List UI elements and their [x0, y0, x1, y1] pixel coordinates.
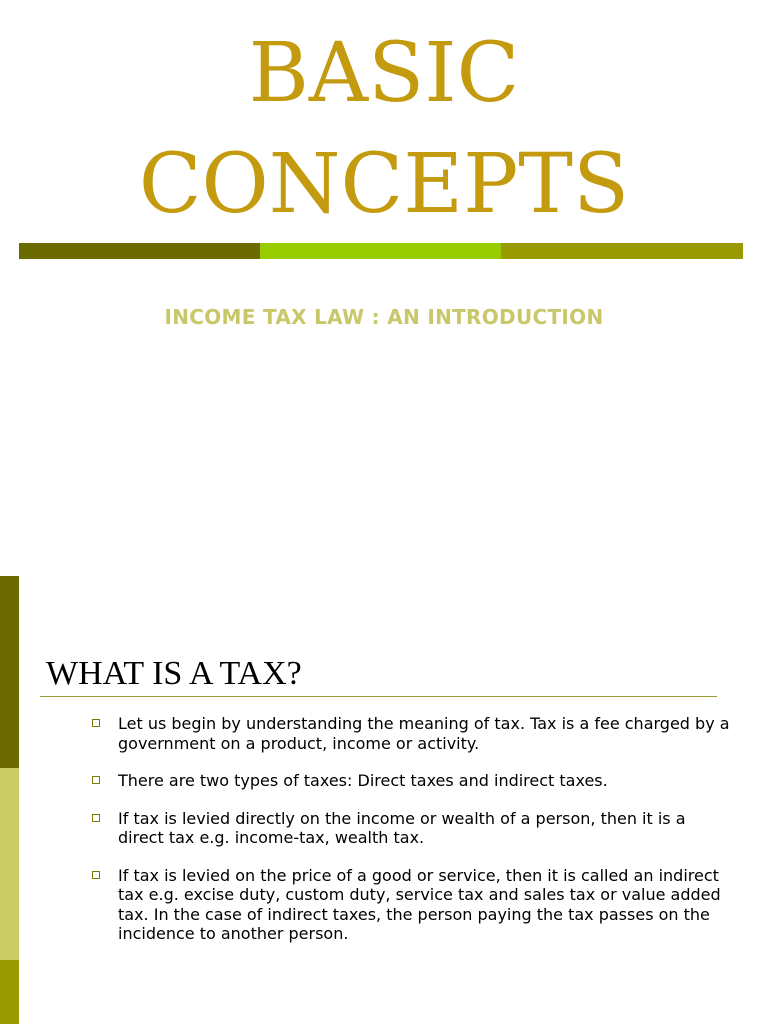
bullet-text: There are two types of taxes: Direct taxes and indirect taxes. — [118, 771, 608, 790]
heading-underline-rule — [40, 696, 717, 697]
side-accent-bar-dark — [0, 576, 19, 768]
bullet-text: Let us begin by understanding the meaning of tax. Tax is a fee charged by a government on a product, income or activity. — [118, 714, 730, 753]
bullet-text: If tax is levied on the price of a good or service, then it is called an indirect tax e.g. excise duty, custom duty, service tax and sales tax or value added tax. In the case of indirect taxes, the person paying the tax passes on the incidence to another person. — [118, 865, 721, 943]
side-accent-bar-mustard — [0, 960, 19, 1024]
side-accent-bar-light — [0, 768, 19, 960]
slide-title-line-1: BASIC — [248, 26, 520, 121]
slide-what-is-a-tax — [0, 576, 768, 1024]
divider-segment-lime-green — [260, 243, 501, 259]
bullet-item — [92, 771, 732, 791]
square-bullet-icon — [92, 719, 100, 727]
slide-heading: WHAT IS A TAX? — [46, 655, 302, 692]
divider-segment-mustard-olive — [501, 243, 743, 259]
bullet-item — [92, 866, 732, 944]
square-bullet-icon — [92, 776, 100, 784]
slide-title-line-2: CONCEPTS — [138, 137, 630, 232]
bullet-list — [92, 714, 732, 962]
square-bullet-icon — [92, 814, 100, 822]
divider-segment-dark-olive — [19, 243, 260, 259]
bullet-item — [92, 714, 732, 753]
bullet-text: If tax is levied directly on the income or wealth of a person, then it is a direct tax e.g. income-tax, wealth tax. — [118, 808, 686, 847]
slide-subtitle: INCOME TAX LAW : AN INTRODUCTION — [164, 305, 604, 329]
square-bullet-icon — [92, 871, 100, 879]
bullet-item — [92, 809, 732, 848]
